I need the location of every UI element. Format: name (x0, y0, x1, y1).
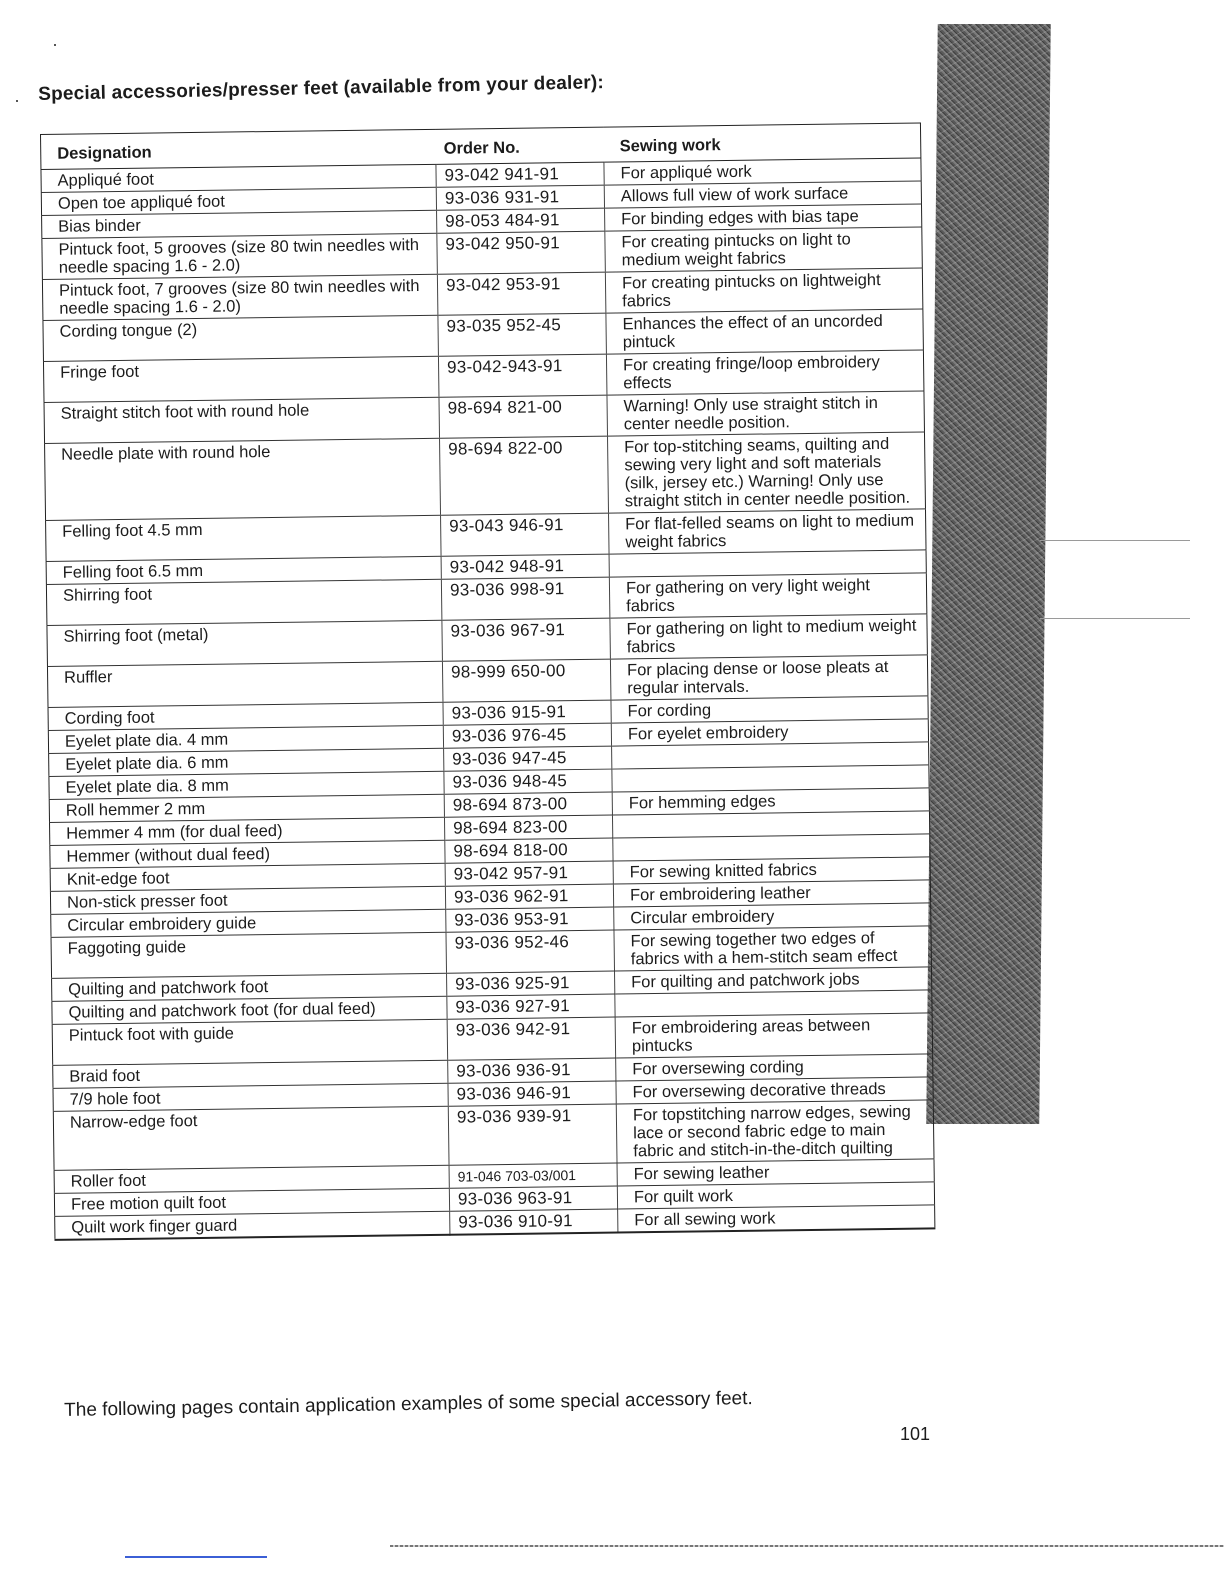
designation-cell: Circular embroidery guide (51, 909, 446, 937)
order-no-cell: 98-694 822-00 (440, 436, 609, 515)
designation-cell: Non-stick presser foot (50, 886, 445, 914)
sewing-work-cell: For creating fringe/loop embroidery effects (606, 350, 924, 395)
order-no-cell: 98-694 873-00 (444, 792, 612, 817)
order-no-cell: 98-999 650-00 (442, 659, 611, 702)
designation-cell: Shirring foot (46, 579, 442, 625)
order-no-cell: 93-036 998-91 (441, 577, 610, 620)
designation-cell: Needle plate with round hole (45, 438, 441, 520)
sewing-work-cell: For all sewing work (618, 1205, 935, 1233)
order-no-cell: 93-036 947-45 (444, 746, 612, 771)
order-no-cell: 93-036 953-91 (446, 907, 614, 932)
order-no-cell: 93-036 927-91 (447, 994, 615, 1019)
designation-cell: Felling foot 6.5 mm (46, 556, 441, 584)
order-no-cell: 93-036 915-91 (443, 700, 611, 725)
designation-cell: Cording foot (48, 702, 443, 730)
order-no-cell: 93-036 931-91 (436, 185, 604, 210)
sewing-work-cell: For top-stitching seams, quilting and sewing very light and soft materials (silk, jersey etc.) Warning! Only use straight stitch in center needle position. (608, 432, 926, 513)
designation-cell: Pintuck foot, 5 grooves (size 80 twin needles with needle spacing 1.6 - 2.0) (42, 233, 438, 279)
sewing-work-cell: For oversewing cording (616, 1054, 933, 1081)
sewing-work-cell: For binding edges with bias tape (605, 204, 922, 231)
order-no-cell: 93-035 952-45 (438, 313, 607, 356)
designation-cell: Knit-edge foot (50, 863, 445, 891)
sewing-work-cell: For embroidering leather (613, 880, 930, 907)
order-no-cell: 93-036 942-91 (447, 1017, 616, 1060)
designation-cell: Open toe appliqué foot (41, 187, 436, 215)
sewing-work-cell: Allows full view of work surface (604, 181, 921, 208)
designation-cell: Felling foot 4.5 mm (46, 515, 442, 561)
sewing-work-cell: For eyelet embroidery (611, 719, 928, 746)
order-no-cell: 98-694 821-00 (439, 395, 608, 438)
order-no-cell: 91-046 703-03/001 (449, 1163, 617, 1188)
page-title: Special accessories/presser feet (available from your dealer): (38, 72, 605, 105)
designation-cell: Eyelet plate dia. 8 mm (49, 771, 444, 799)
sewing-work-cell: For hemming edges (612, 788, 929, 815)
order-no-cell: 93-036 963-91 (449, 1186, 617, 1211)
page-number: 101 (900, 1424, 931, 1444)
sewing-work-cell: Enhances the effect of an uncorded pintuck (606, 309, 924, 354)
order-no-cell: 93-042 950-91 (437, 231, 606, 274)
scan-line (1040, 540, 1190, 541)
designation-cell: Cording tongue (2) (43, 315, 439, 361)
sewing-work-cell: For placing dense or loose pleats at regular intervals. (610, 655, 928, 700)
accessories-table-wrap (40, 122, 944, 1241)
sewing-work-cell: For gathering on very light weight fabrics (609, 573, 927, 618)
order-no-cell: 93-036 925-91 (447, 971, 615, 996)
sewing-work-cell: For gathering on light to medium weight fabrics (610, 614, 928, 659)
order-no-cell: 93-036 976-45 (443, 723, 611, 748)
side-tab-scan (926, 24, 1051, 1124)
order-no-cell: 93-036 939-91 (448, 1104, 617, 1165)
designation-cell: Ruffler (47, 661, 443, 707)
designation-cell: Straight stitch foot with round hole (44, 397, 440, 443)
designation-cell: Quilt work finger guard (55, 1211, 450, 1240)
scan-line (1040, 618, 1190, 619)
designation-cell: Shirring foot (metal) (47, 620, 443, 666)
sewing-work-cell: For sewing knitted fabrics (613, 857, 930, 884)
scan-blue-mark (125, 1556, 267, 1558)
sewing-work-cell: Circular embroidery (614, 903, 931, 930)
sewing-work-cell: For creating pintucks on light to medium weight fabrics (605, 227, 923, 272)
designation-cell: Narrow-edge foot (53, 1106, 449, 1170)
sewing-work-cell: For appliqué work (604, 158, 921, 185)
sewing-work-cell: For topstitching narrow edges, sewing lace or second fabric edge to main fabric and stitch-in-the-ditch quilting (616, 1100, 934, 1163)
footer-note: The following pages contain application examples of some special accessory feet. (64, 1387, 753, 1421)
designation-cell: Fringe foot (43, 356, 439, 402)
table-body (41, 158, 935, 1240)
sewing-work-cell: For embroidering areas between pintucks (615, 1013, 933, 1058)
order-no-cell: 98-053 484-91 (437, 208, 605, 233)
scan-bottom-rule (390, 1545, 1224, 1547)
header-order-no: Order No. (435, 127, 603, 164)
table-row (45, 432, 926, 521)
order-no-cell: 93-042 957-91 (445, 861, 613, 886)
order-no-cell: 93-043 946-91 (441, 513, 610, 556)
order-no-cell: 93-036 967-91 (442, 618, 611, 661)
sewing-work-cell: For quilting and patchwork jobs (615, 967, 932, 994)
designation-cell: Quilting and patchwork foot (for dual feed) (52, 996, 447, 1024)
order-no-cell: 93-036 946-91 (448, 1081, 616, 1106)
designation-cell: Appliqué foot (41, 164, 436, 192)
sewing-work-cell: For cording (611, 696, 928, 723)
sewing-work-cell: Warning! Only use straight stitch in center needle position. (607, 391, 925, 436)
order-no-cell: 93-036 962-91 (445, 884, 613, 909)
sewing-work-cell: For sewing together two edges of fabrics with a hem-stitch seam effect (614, 926, 932, 971)
header-designation: Designation (41, 129, 436, 169)
order-no-cell: 98-694 818-00 (445, 838, 613, 863)
designation-cell: Quilting and patchwork foot (52, 973, 447, 1001)
designation-cell: Eyelet plate dia. 4 mm (48, 725, 443, 753)
designation-cell: Eyelet plate dia. 6 mm (49, 748, 444, 776)
designation-cell: Roll hemmer 2 mm (49, 794, 444, 822)
designation-cell: Roller foot (54, 1165, 449, 1193)
accessories-table (40, 122, 935, 1240)
header-sewing-work: Sewing work (603, 123, 920, 162)
designation-cell: Faggoting guide (51, 932, 447, 978)
order-no-cell: 93-036 936-91 (448, 1058, 616, 1083)
order-no-cell: 93-042 941-91 (436, 162, 604, 187)
order-no-cell: 98-694 823-00 (444, 815, 612, 840)
order-no-cell: 93-036 910-91 (450, 1209, 618, 1235)
designation-cell: 7/9 hole foot (53, 1083, 448, 1111)
designation-cell: Pintuck foot, 7 grooves (size 80 twin needles with needle spacing 1.6 - 2.0) (42, 274, 438, 320)
scan-speck (16, 100, 18, 102)
scan-speck (54, 44, 56, 46)
designation-cell: Pintuck foot with guide (52, 1019, 448, 1065)
sewing-work-cell: For sewing leather (617, 1159, 934, 1186)
designation-cell: Free motion quilt foot (54, 1188, 449, 1216)
sewing-work-cell: For creating pintucks on lightweight fabrics (605, 268, 923, 313)
designation-cell: Bias binder (42, 210, 437, 238)
sewing-work-cell: For quilt work (617, 1182, 934, 1209)
designation-cell: Hemmer 4 mm (for dual feed) (50, 817, 445, 845)
sewing-work-cell: For oversewing decorative threads (616, 1077, 933, 1104)
order-no-cell: 93-042 953-91 (437, 272, 606, 315)
order-no-cell: 93-036 952-46 (446, 930, 615, 973)
order-no-cell: 93-042 948-91 (441, 554, 609, 579)
sewing-work-cell: For flat-felled seams on light to medium weight fabrics (609, 509, 927, 554)
order-no-cell: 93-042-943-91 (438, 354, 607, 397)
order-no-cell: 93-036 948-45 (444, 769, 612, 794)
designation-cell: Braid foot (53, 1060, 448, 1088)
designation-cell: Hemmer (without dual feed) (50, 840, 445, 868)
